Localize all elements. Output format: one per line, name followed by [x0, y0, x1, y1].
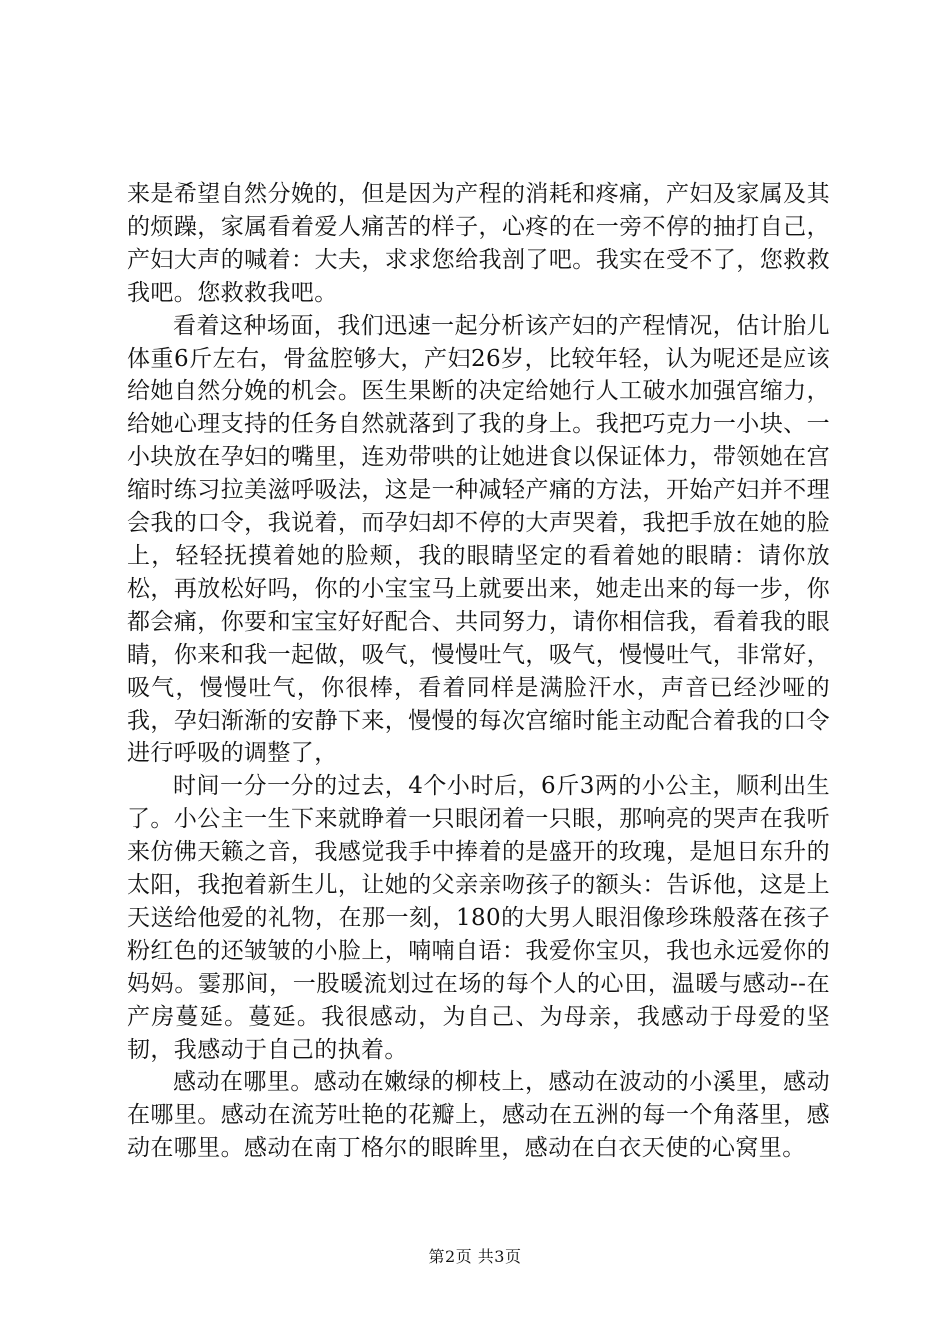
paragraph-3: 时间一分一分的过去，4个小时后，6斤3两的小公主，顺利出生了。小公主一生下来就睁着一只眼闭着一只眼，那响亮的哭声在我听来仿佛天籁之音，我感觉我手中捧着的是盛开的玫瑰，是旭日东升的太阳，我抱着新生儿，让她的父亲亲吻孩子的额头：告诉他，这是上天送给他爱的礼物，在那一刻，180的大男人眼泪像珍珠般落在孩子粉红色的还皱皱的小脸上，喃喃自语：我爱你宝贝，我也永远爱你的妈妈。霎那间，一股暖流划过在场的每个人的心田，温暖与感动--在产房蔓延。蔓延。我很感动，为自己、为母亲，我感动于母爱的坚韧，我感动于自己的执着。 — [127, 773, 830, 1063]
document-body — [127, 178, 830, 1165]
paragraph-2: 看着这种场面，我们迅速一起分析该产妇的产程情况，估计胎儿体重6斤左右，骨盆腔够大，产妇26岁，比较年轻，认为呢还是应该给她自然分娩的机会。医生果断的决定给她行人工破水加强宫缩力，给她心理支持的任务自然就落到了我的身上。我把巧克力一小块、一小块放在孕妇的嘴里，连劝带哄的让她进食以保证体力，带领她在宫缩时练习拉美滋呼吸法，这是一种减轻产痛的方法，开始产妇并不理会我的口令，我说着，而孕妇却不停的大声哭着，我把手放在她的脸上，轻轻抚摸着她的脸颊，我的眼睛坚定的看着她的眼睛：请你放松，再放松好吗，你的小宝宝马上就要出来，她走出来的每一步，你都会痛，你要和宝宝好好配合、共同努力，请你相信我，看着我的眼睛，你来和我一起做，吸气，慢慢吐气，吸气，慢慢吐气，非常好，吸气，慢慢吐气，你很棒，看着同样是满脸汗水，声音已经沙哑的我，孕妇渐渐的安静下来，慢慢的每次宫缩时能主动配合着我的口令进行呼吸的调整了， — [127, 312, 830, 767]
paragraph-1: 来是希望自然分娩的，但是因为产程的消耗和疼痛，产妇及家属及其的烦躁，家属看着爱人痛苦的样子，心疼的在一旁不停的抽打自己，产妇大声的喊着：大夫，求求您给我剖了吧。我实在受不了，您救救我吧。您救救我吧。 — [127, 181, 830, 306]
paragraph-4: 感动在哪里。感动在嫩绿的柳枝上，感动在波动的小溪里，感动在哪里。感动在流芳吐艳的花瓣上，感动在五洲的每一个角落里，感动在哪里。感动在南丁格尔的眼眸里，感动在白衣天使的心窝里。 — [127, 1069, 830, 1162]
page-number-footer: 第2页 共3页 — [428, 1247, 522, 1266]
